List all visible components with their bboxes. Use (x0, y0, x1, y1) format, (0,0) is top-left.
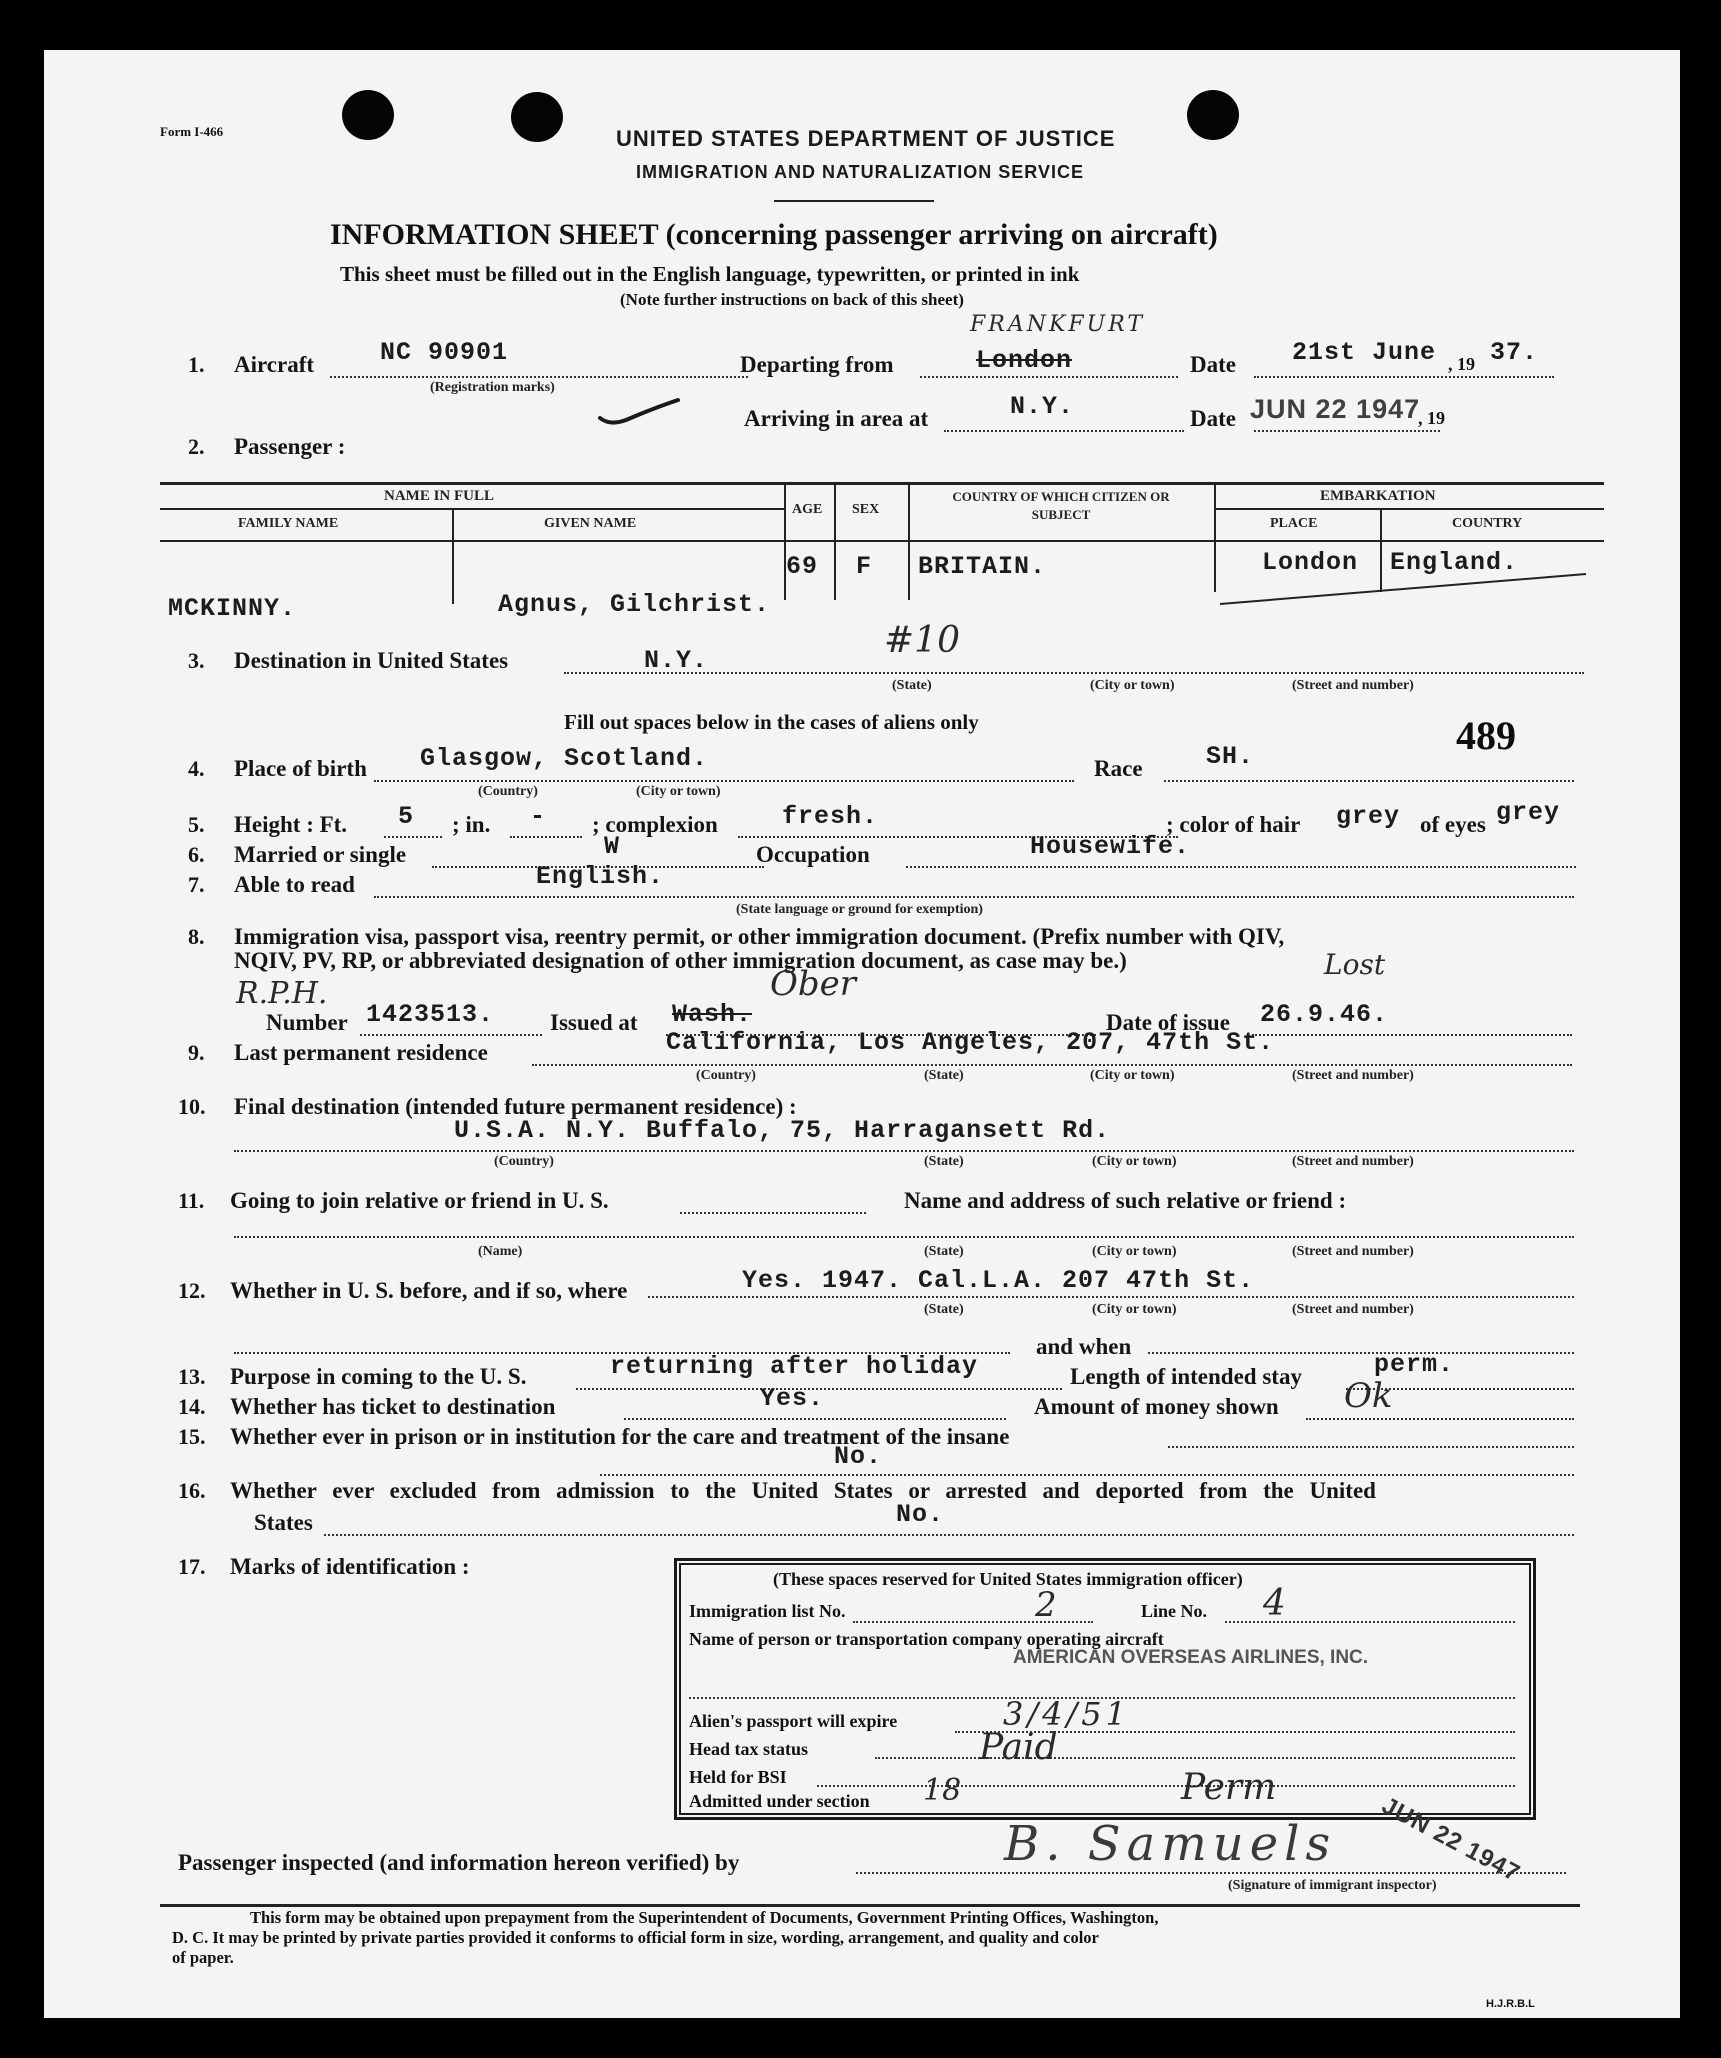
q8-handwritten-left: R.P.H. (236, 976, 328, 1011)
q16-line (324, 1534, 1574, 1536)
inspected-label: Passenger inspected (and information hereon verified) by (178, 1850, 740, 1875)
q8-text-line1: Immigration visa, passport visa, reentry permit, or other immigration document. (Prefix number with QIV, (234, 924, 1285, 949)
admission-date-stamp: JUN 22 1947 (1377, 1792, 1525, 1888)
in-line (510, 836, 582, 838)
punch-hole-mid (511, 92, 563, 142)
q7-label: Able to read (234, 872, 355, 897)
q7-number: 7. (188, 872, 205, 897)
table-top-rule (160, 482, 1604, 485)
expire-value: 3/4/51 (1003, 1695, 1130, 1733)
destination-handwritten: #10 (884, 620, 960, 661)
page-subtitle: This sheet must be filled out in the English language, typewritten, or printed in ink (340, 262, 1080, 286)
th-embarkation: EMBARKATION (1320, 488, 1436, 504)
inspected-line (856, 1872, 1566, 1874)
q5-label: Height : Ft. (234, 812, 348, 837)
col-sep-1 (452, 508, 454, 604)
and-when-label: and when (1036, 1334, 1132, 1359)
stay-value: perm. (1374, 1350, 1455, 1379)
q3-label: Destination in United States (234, 648, 509, 673)
departing-label: Departing from (740, 352, 894, 377)
footer-line2: D. C. It may be printed by private parties provided it conforms to official form in size, wording, arrangement, and quality and color (172, 1928, 1099, 1947)
cell-given: Agnus, Gilchrist. (498, 590, 771, 619)
page-note: (Note further instructions on back of this sheet) (620, 290, 964, 309)
q2-label: Passenger : (234, 434, 346, 459)
q3-city-caption: (City or town) (1090, 678, 1175, 693)
race-value: SH. (1206, 742, 1255, 771)
eyes-value: grey (1496, 798, 1561, 827)
date-prefix: , 19 (1448, 354, 1475, 374)
department-heading: UNITED STATES DEPARTMENT OF JUSTICE (616, 126, 1116, 151)
date2-suffix: , 19 (1418, 408, 1445, 428)
th-place: PLACE (1270, 516, 1318, 531)
check-mark (596, 396, 682, 428)
page-title: INFORMATION SHEET (concerning passenger arriving on aircraft) (330, 218, 1218, 251)
race-line (1164, 780, 1574, 782)
q6-label: Married or single (234, 842, 407, 867)
prison-value: No. (834, 1442, 883, 1471)
money-handwritten: Ok (1344, 1376, 1393, 1416)
arriving-value: N.Y. (1010, 392, 1075, 421)
q15-line (1168, 1446, 1574, 1448)
signature-caption: (Signature of immigrant inspector) (1228, 1878, 1437, 1893)
q12-label: Whether in U. S. before, and if so, where (230, 1278, 628, 1303)
ft-line (384, 836, 442, 838)
footer-line3: of paper. (172, 1948, 234, 1967)
doi-line (1252, 1034, 1572, 1036)
money-line (1306, 1418, 1574, 1420)
officer-box-title: (These spaces reserved for United States immigration officer) (773, 1569, 1243, 1589)
q12-when-line2 (1148, 1352, 1574, 1354)
punch-hole-right (1187, 90, 1239, 140)
q14-label: Whether has ticket to destination (230, 1394, 556, 1419)
col-sep-3 (834, 482, 836, 600)
punch-hole-left (342, 90, 394, 140)
q10-line (234, 1150, 1574, 1152)
header-rule (774, 200, 934, 202)
q9-line (532, 1064, 1572, 1066)
col-sep-4 (908, 482, 910, 600)
q12-state-caption: (State) (924, 1302, 964, 1317)
th-given-name: GIVEN NAME (544, 516, 637, 531)
q9-street-caption: (Street and number) (1292, 1068, 1414, 1083)
height-in-value: - (530, 802, 547, 831)
operator-label: Name of person or transportation company operating aircraft (689, 1629, 1164, 1649)
th-name-in-full: NAME IN FULL (384, 488, 495, 504)
marital-value: W (604, 832, 621, 861)
money-label: Amount of money shown (1034, 1394, 1279, 1419)
q11-name-caption: (Name) (478, 1244, 523, 1259)
q7-line (374, 896, 1574, 898)
tax-label: Head tax status (689, 1739, 809, 1759)
arriving-label: Arriving in area at (744, 406, 929, 431)
departing-handwritten: FRANKFURT (970, 312, 1146, 337)
date-line (1254, 376, 1554, 378)
list-no-label: Immigration list No. (689, 1601, 846, 1621)
departing-value: London (976, 346, 1073, 375)
date-label: Date (1190, 352, 1236, 377)
occupation-line (906, 866, 1576, 868)
stay-label: Length of intended stay (1070, 1364, 1302, 1389)
aircraft-value: NC 90901 (380, 338, 509, 367)
q7-caption: (State language or ground for exemption) (736, 902, 983, 917)
q17-number: 17. (178, 1554, 206, 1579)
q11-short-line (680, 1212, 866, 1214)
hair-value: grey (1336, 802, 1401, 831)
q11-city-caption: (City or town) (1092, 1244, 1177, 1259)
number-line (360, 1034, 542, 1036)
q12-line (648, 1296, 1574, 1298)
footer-code: H.J.R.B.L (1486, 1998, 1535, 2010)
q11-line (234, 1236, 1574, 1238)
line-no-value: 4 (1263, 1583, 1286, 1624)
tax-line (875, 1757, 1515, 1759)
aircraft-caption: (Registration marks) (430, 380, 555, 395)
final-destination-value: U.S.A. N.Y. Buffalo, 75, Harragansett Rd. (454, 1116, 1111, 1145)
birthplace-value: Glasgow, Scotland. (420, 744, 709, 773)
embark-subrule (1214, 508, 1604, 510)
q1-field-line (330, 376, 748, 378)
date2-label: Date (1190, 406, 1236, 431)
admitted-label: Admitted under section (689, 1791, 870, 1811)
q12-number: 12. (178, 1278, 206, 1303)
q12-street-caption: (Street and number) (1292, 1302, 1414, 1317)
q16-label: Whether ever excluded from admission to the United States or arrested and deported from the United (230, 1478, 1376, 1503)
officer-box (674, 1558, 1536, 1820)
q5-number: 5. (188, 812, 205, 837)
cell-country: England. (1390, 548, 1519, 577)
height-ft-value: 5 (398, 802, 415, 831)
list-no-line (853, 1621, 1093, 1623)
date-year: 37. (1490, 338, 1539, 367)
q4-country-caption: (Country) (478, 784, 538, 799)
arriving-line (944, 430, 1184, 432)
footer-line1: This form may be obtained upon prepayment from the Superintendent of Documents, Government Printing Offices, Washington, (250, 1908, 1159, 1927)
q16-number: 16. (178, 1478, 206, 1503)
q12-city-caption: (City or town) (1092, 1302, 1177, 1317)
q14-number: 14. (178, 1394, 206, 1419)
q8-text-line2: NQIV, PV, RP, or abbreviated designation of other immigration document, as case may be.) (234, 948, 1127, 973)
table-header-bottom (160, 540, 1604, 542)
complexion-value: fresh. (782, 802, 879, 831)
q1-label: Aircraft (234, 352, 315, 377)
language-value: English. (536, 862, 665, 891)
q3-state-caption: (State) (892, 678, 932, 693)
q10-city-caption: (City or town) (1092, 1154, 1177, 1169)
q4-number: 4. (188, 756, 205, 781)
race-label: Race (1094, 756, 1143, 781)
ticket-value: Yes. (760, 1384, 825, 1413)
number-label: Number (266, 1010, 348, 1035)
line-no-label: Line No. (1141, 1601, 1208, 1621)
q10-country-caption: (Country) (494, 1154, 554, 1169)
q10-state-caption: (State) (924, 1154, 964, 1169)
q2-number: 2. (188, 434, 205, 459)
q6-number: 6. (188, 842, 205, 867)
th-family-name: FAMILY NAME (238, 516, 339, 531)
stamp-number: 489 (1456, 713, 1516, 758)
th-sex: SEX (852, 502, 880, 517)
date-value: 21st June (1292, 338, 1437, 367)
document-number: 1423513. (366, 1000, 495, 1029)
cell-place: London (1262, 548, 1359, 577)
q4-line (374, 780, 1074, 782)
q4-label: Place of birth (234, 756, 367, 781)
expire-label: Alien's passport will expire (689, 1711, 898, 1731)
eyes-label: of eyes (1420, 812, 1486, 837)
q15-label: Whether ever in prison or in institution for the care and treatment of the insane (230, 1424, 1010, 1449)
residence-value: California, Los Angeles, 207, 47th St. (666, 1028, 1275, 1057)
occupation-label: Occupation (756, 842, 870, 867)
cell-age: 69 (786, 552, 819, 581)
q11-street-caption: (Street and number) (1292, 1244, 1414, 1259)
q8-handwritten-mid: Ober (770, 964, 857, 1004)
date-of-issue-value: 26.9.46. (1260, 1000, 1389, 1029)
name-subrule (160, 508, 784, 510)
arrival-date-stamp: JUN 22 1947 (1250, 394, 1421, 424)
q1-number: 1. (188, 352, 205, 377)
tax-value: Paid (979, 1727, 1058, 1768)
footer-rule (160, 1904, 1580, 1907)
col-sep-2 (784, 482, 786, 600)
q13-label: Purpose in coming to the U. S. (230, 1364, 527, 1389)
q10-number: 10. (178, 1094, 206, 1119)
q11-state-caption: (State) (924, 1244, 964, 1259)
q9-number: 9. (188, 1040, 205, 1065)
embark-pen-line (1214, 570, 1594, 610)
q13-number: 13. (178, 1364, 206, 1389)
q3-number: 3. (188, 648, 205, 673)
bsi-label: Held for BSI (689, 1767, 787, 1787)
q14-line (624, 1418, 1006, 1420)
q10-street-caption: (Street and number) (1292, 1154, 1414, 1169)
list-no-value: 2 (1035, 1585, 1057, 1625)
form-number: Form I-466 (160, 124, 224, 139)
th-country2: COUNTRY (1452, 516, 1523, 531)
hair-label: ; color of hair (1166, 812, 1301, 837)
previous-stay-value: Yes. 1947. Cal.L.A. 207 47th St. (742, 1266, 1255, 1295)
q9-city-caption: (City or town) (1090, 1068, 1175, 1083)
q11-number: 11. (178, 1188, 205, 1213)
q9-state-caption: (State) (924, 1068, 964, 1083)
q9-label: Last permanent residence (234, 1040, 488, 1065)
complexion-label: ; complexion (592, 812, 718, 837)
issued-value: Wash. (672, 1000, 753, 1029)
q15-line2 (600, 1474, 1574, 1476)
date2-line (1254, 430, 1440, 432)
q8-handwritten-right: Lost (1324, 948, 1386, 981)
th-country: COUNTRY OF WHICH CITIZEN OR SUBJECT (952, 489, 1170, 522)
q10-label: Final destination (intended future permanent residence) : (234, 1094, 797, 1119)
cell-family: MCKINNY. (168, 594, 297, 623)
q11-label2: Name and address of such relative or friend : (904, 1188, 1347, 1213)
service-heading: IMMIGRATION AND NATURALIZATION SERVICE (636, 162, 1084, 182)
admitted-section-value: 18 (923, 1773, 962, 1808)
cell-citizen: BRITAIN. (918, 552, 1047, 581)
q17-label: Marks of identification : (230, 1554, 470, 1579)
q15-number: 15. (178, 1424, 206, 1449)
aliens-only-heading: Fill out spaces below in the cases of aliens only (564, 710, 979, 734)
q3-line (564, 672, 1584, 674)
operator-stamp: AMERICAN OVERSEAS AIRLINES, INC. (1013, 1647, 1369, 1668)
q8-number: 8. (188, 924, 205, 949)
q9-country-caption: (Country) (696, 1068, 756, 1083)
q4-city-caption: (City or town) (636, 784, 721, 799)
excluded-value: No. (896, 1500, 945, 1529)
cell-sex: F (856, 552, 873, 581)
date-of-issue-label: Date of issue (1106, 1010, 1230, 1035)
occupation-value: Housewife. (1030, 832, 1191, 861)
purpose-value: returning after holiday (610, 1352, 979, 1381)
destination-value: N.Y. (644, 646, 709, 675)
in-label: ; in. (452, 812, 491, 837)
form-sheet (44, 50, 1680, 2018)
q11-label: Going to join relative or friend in U. S. (230, 1188, 609, 1213)
bsi-line (817, 1785, 1515, 1787)
admitted-handwritten: Perm (1181, 1767, 1277, 1808)
departing-line (920, 376, 1178, 378)
th-age: AGE (792, 502, 823, 517)
q16-label2: States (254, 1510, 313, 1535)
inspector-signature: B. Samuels (1004, 1816, 1337, 1872)
q3-street-caption: (Street and number) (1292, 678, 1414, 693)
issued-label: Issued at (550, 1010, 638, 1035)
